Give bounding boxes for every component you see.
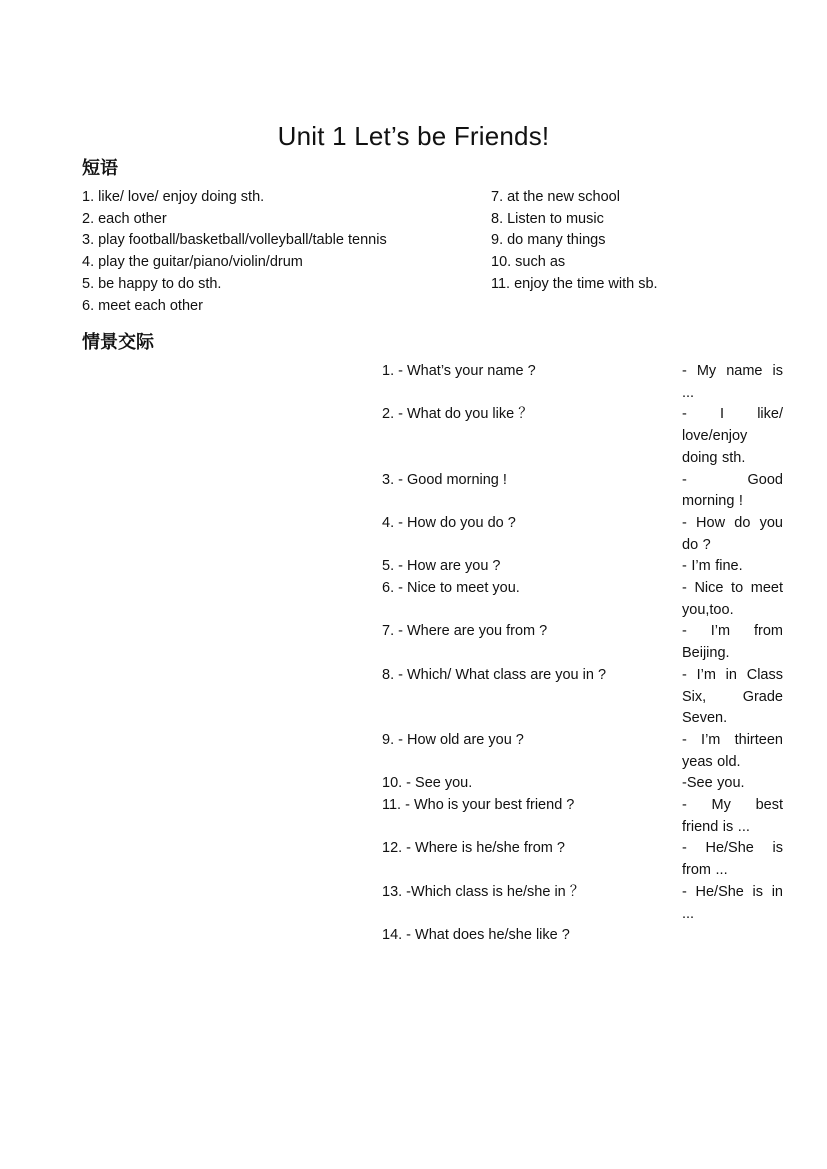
phrase-item: 5. be happy to do sth. [82,275,222,292]
dialog-answer: - I’m from Beijing. [682,623,783,662]
dialog-question: 3. - Good morning ! [382,471,507,488]
phrase-item: 7. at the new school [491,189,620,205]
dialog-row [382,513,784,556]
phrase-item: 1. like/ love/ enjoy doing sth. [82,189,265,205]
phrases-list-left [82,187,387,317]
dialog-row [382,621,784,664]
dialog-row [382,665,784,730]
dialog-question: 6. - Nice to meet you. [382,580,520,597]
dialog-question: 4. - How do you do ? [382,514,516,531]
dialog-answer: - He/She is in ... [682,883,783,922]
dialog-question: 5. - How are you ? [382,558,501,575]
dialog-answer: - My best friend is ... [682,797,783,835]
dialog-answer: - I’m in Class Six, Grade Seven. [682,666,783,727]
dialog-row [382,470,784,513]
dialog-answer: - Nice to meet you,too. [682,580,783,618]
dialog-question: 12. - Where is he/she from ? [382,840,565,857]
phrase-item: 9. do many things [491,232,606,249]
phrase-item: 4. play the guitar/piano/violin/drum [82,254,303,271]
dialog-question: 7. - Where are you from ? [382,623,548,640]
phrase-item: 2. each other [82,210,167,227]
dialog-heading: 情景交际 [82,332,154,353]
dialog-answer: - I’m thirteen yeas old. [682,731,783,770]
dialog-question: 13. -Which class is he/she in ？ [382,883,585,900]
dialog-row [382,404,784,469]
dialog-row [382,578,784,621]
phrases-list-right [491,187,658,296]
dialog-row [382,838,784,881]
dialog-row [382,361,784,404]
dialog-answer: - I like/ love/enjoy doing sth. [682,406,783,466]
page-title: Unit 1 Let’s be Friends! [277,121,550,152]
dialog-question: 2. - What do you like ？ [382,406,533,423]
phrases-heading: 短语 [82,158,118,179]
dialog-question: 8. - Which/ What class are you in ? [382,666,607,683]
dialog-answer: - My name is ... [682,363,783,401]
dialog-row [382,925,784,947]
dialog-answer: - How do you do ? [682,514,783,553]
dialog-question: 14. - What does he/she like ? [382,927,570,944]
phrase-item: 10. such as [491,254,566,271]
dialog-answer: - He/She is from ... [682,840,783,879]
phrase-item: 3. play football/basketball/volleyball/table tennis [82,232,387,249]
dialog-list [382,361,784,947]
dialog-answer: -See you. [682,775,745,792]
dialog-row [382,556,784,578]
dialog-row [382,882,784,925]
dialog-row [382,730,784,773]
phrase-item: 6. meet each other [82,297,203,314]
phrase-item: 11. enjoy the time with sb. [491,275,658,292]
dialog-question: 9. - How old are you ? [382,731,524,748]
dialog-answer: - Good morning ! [682,471,783,510]
dialog-row [382,773,784,795]
dialog-row [382,795,784,838]
dialog-answer: - I’m fine. [682,558,743,575]
dialog-question: 1. - What’s your name ? [382,363,536,379]
phrase-item: 8. Listen to music [491,210,604,227]
dialog-question: 10. - See you. [382,775,473,792]
dialog-question: 11. - Who is your best friend ? [382,797,575,814]
dialog-answer [682,925,783,947]
